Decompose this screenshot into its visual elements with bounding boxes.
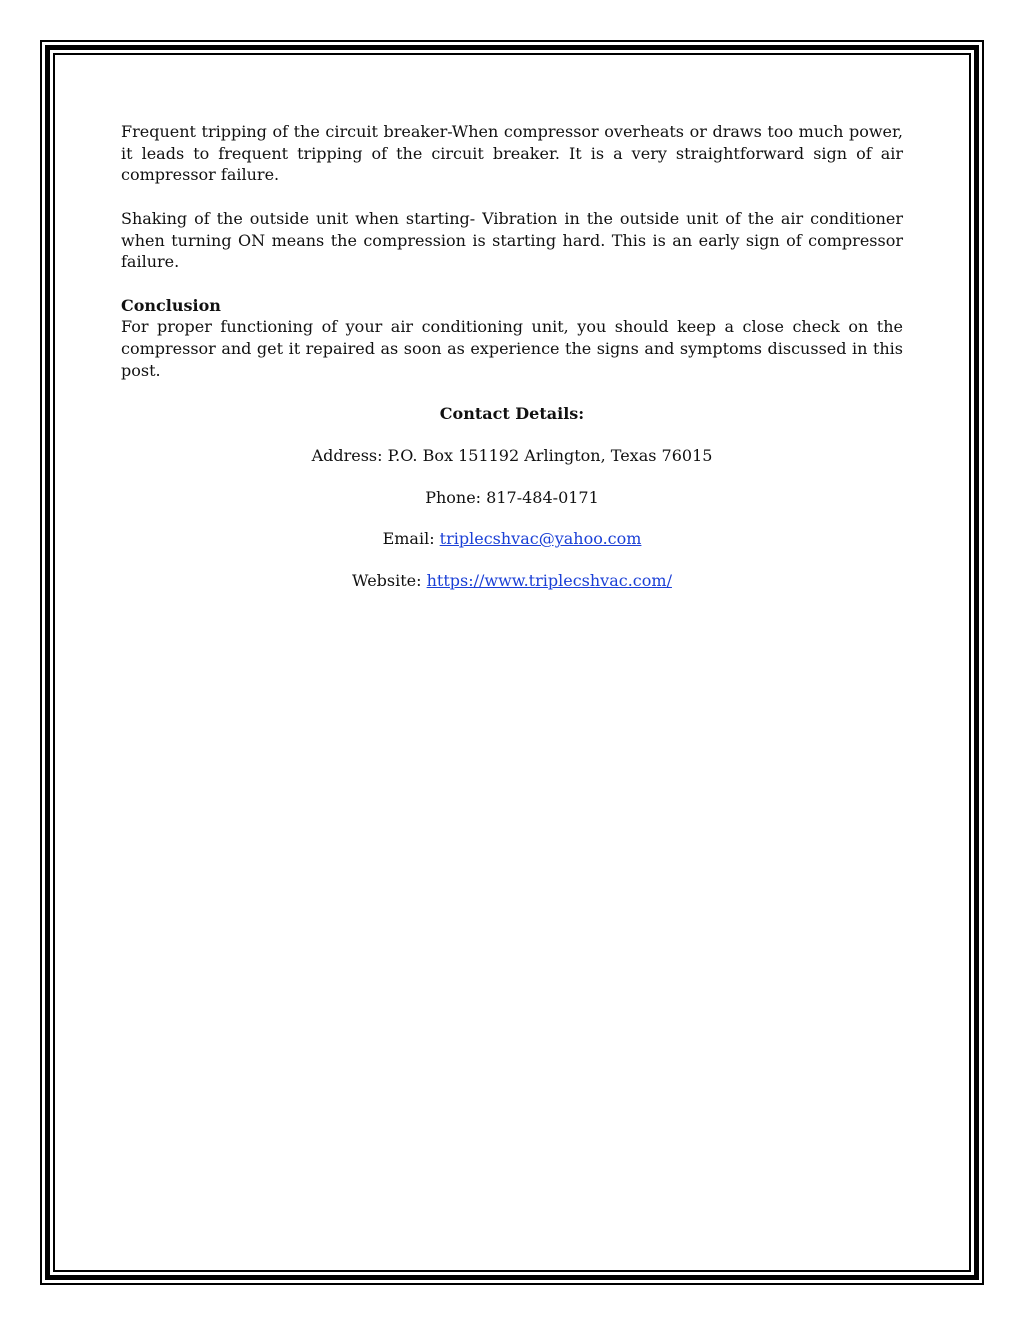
paragraph-outside-unit: Shaking of the outside unit when starting- Vibration in the outside unit of the air conditioner when turning ON means the compression is starting hard. This is an early sign of compressor failure.	[121, 208, 903, 272]
email-label: Email:	[382, 529, 435, 549]
conclusion-text: For proper functioning of your air conditioning unit, you should keep a close check on the compressor and get it repaired as soon as experience the signs and symptoms discussed in this post.	[121, 317, 903, 380]
address-value: P.O. Box 151192 Arlington, Texas 76015	[387, 445, 713, 465]
website-link[interactable]: https://www.triplecshvac.com/	[426, 570, 672, 590]
contact-website	[121, 570, 903, 592]
conclusion-heading: Conclusion	[121, 295, 221, 315]
email-link[interactable]: triplecshvac@yahoo.com	[439, 529, 642, 549]
paragraph-circuit-breaker: Frequent tripping of the circuit breaker-When compressor overheats or draws too much power, it leads to frequent tripping of the circuit breaker. It is a very straightforward sign of air compressor failure.	[121, 122, 903, 185]
document-body	[121, 121, 903, 612]
phone-value: 817-484-0171	[486, 487, 599, 507]
phone-label: Phone:	[425, 487, 482, 507]
contact-phone	[121, 487, 903, 509]
address-label: Address:	[311, 445, 383, 465]
contact-heading: Contact Details:	[439, 404, 585, 424]
contact-address	[121, 445, 903, 467]
website-label: Website:	[352, 570, 422, 590]
contact-email	[121, 528, 903, 550]
